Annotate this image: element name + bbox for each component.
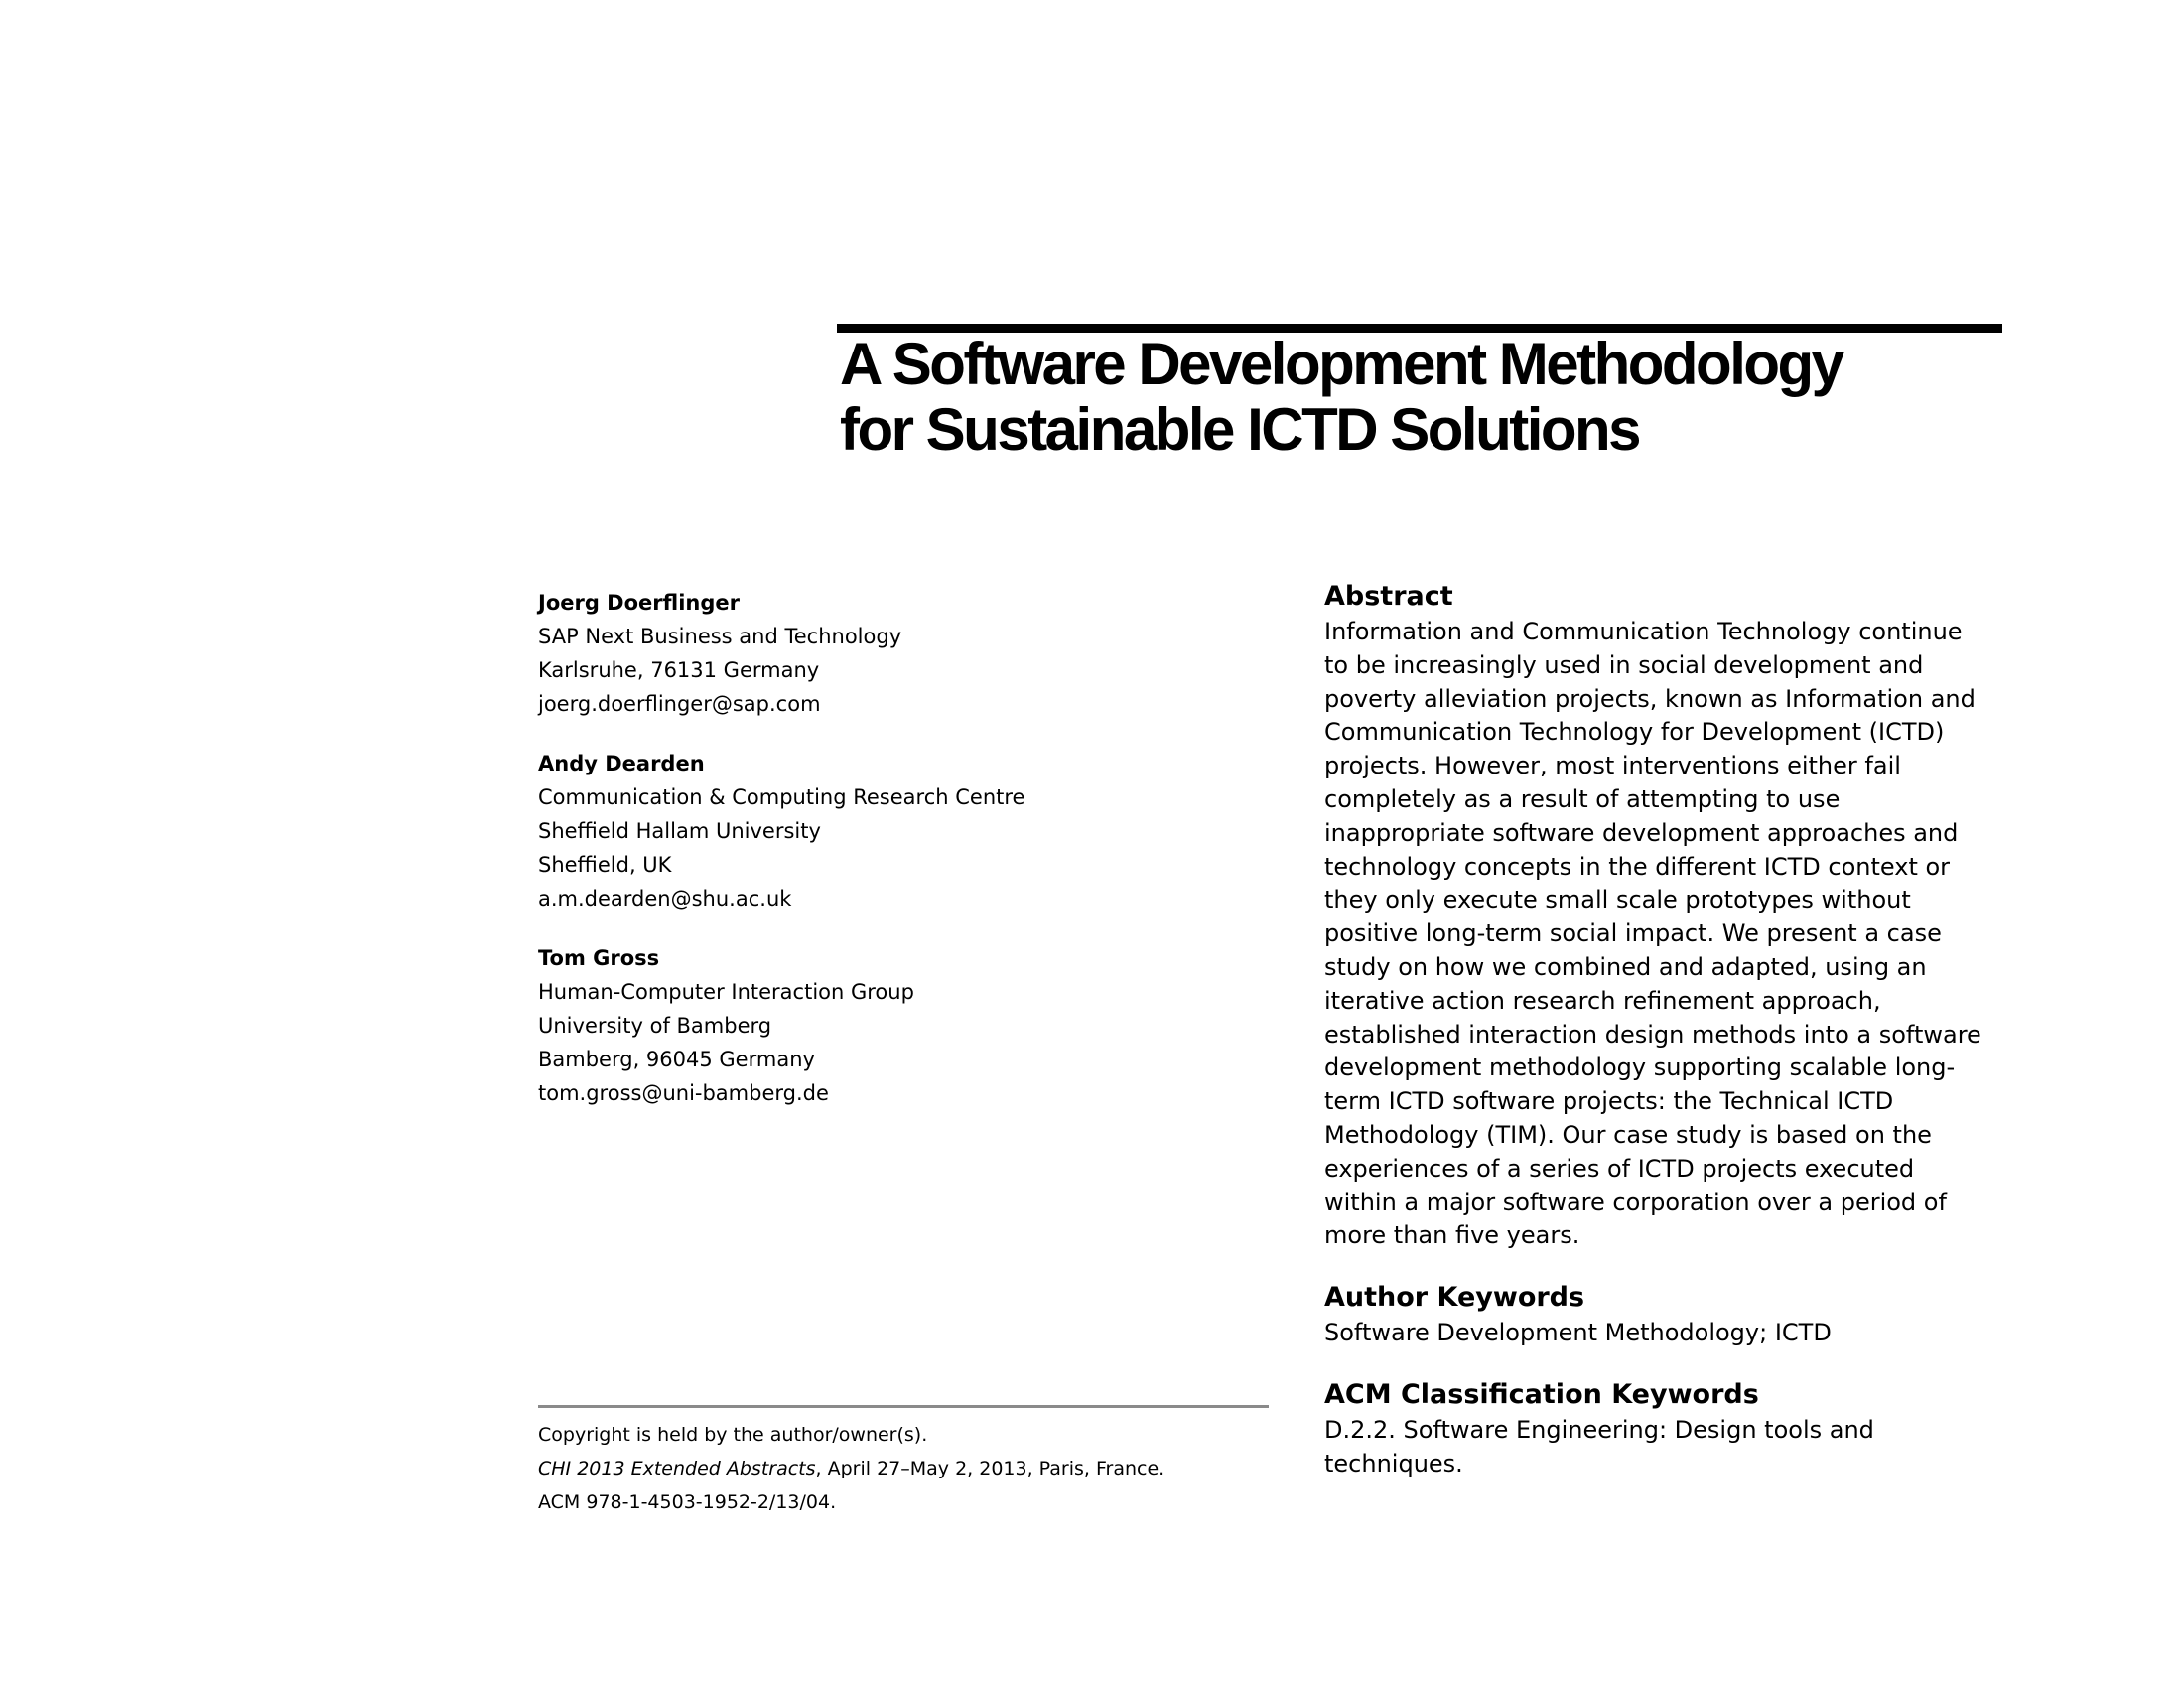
author-name: Andy Dearden [538,752,705,775]
venue-details: , April 27–May 2, 2013, Paris, France. [815,1458,1165,1479]
author-affiliation: SAP Next Business and Technology [538,625,902,648]
author-keywords-text [1324,1317,2009,1350]
abstract-line: they only execute small scale prototypes without [1324,886,1911,914]
keyword-line: techniques. [1324,1449,1463,1477]
abstract-line: completely as a result of attempting to use [1324,784,1841,813]
author-block [538,586,1253,721]
abstract-line: projects. However, most interventions either fail [1324,752,1901,780]
acm-keywords-heading: ACM Classification Keywords [1324,1378,1759,1410]
author-name: Joerg Doerflinger [538,591,740,615]
abstract-text [1324,616,2009,1253]
copyright-rule [538,1405,1269,1408]
abstract-line: within a major software corporation over a period of [1324,1188,1947,1216]
abstract-line: inappropriate software development approaches and [1324,818,1959,847]
acm-isbn: ACM 978-1-4503-1952-2/13/04. [538,1491,837,1513]
abstract-line: Communication Technology for Development (ICTD) [1324,718,1945,747]
keyword-line: D.2.2. Software Engineering: Design tools and [1324,1415,1874,1444]
venue-line [538,1452,1269,1485]
copyright-line: Copyright is held by the author/owner(s). [538,1424,928,1446]
abstract-line: experiences of a series of ICTD projects executed [1324,1154,1915,1183]
abstract-line: development methodology supporting scalable long- [1324,1054,1956,1082]
abstract-line: poverty alleviation projects, known as Information and [1324,684,1976,713]
venue-name: CHI 2013 Extended Abstracts [538,1458,816,1479]
abstract-line: iterative action research refinement approach, [1324,986,1881,1015]
copyright-notice [538,1418,1269,1519]
paper-title [840,332,2001,463]
author-affiliation: Sheffield Hallam University [538,819,821,843]
author-affiliation: Communication & Computing Research Centre [538,785,1025,809]
abstract-line: Methodology (TIM). Our case study is based on the [1324,1120,1932,1149]
author-block [538,941,1253,1110]
abstract-heading: Abstract [1324,581,1453,612]
author-block [538,747,1253,915]
right-column [1324,578,2009,1481]
author-email: a.m.dearden@shu.ac.uk [538,887,792,911]
author-address: Karlsruhe, 76131 Germany [538,658,820,682]
abstract-line: more than five years. [1324,1221,1580,1250]
author-affiliation: Human-Computer Interaction Group [538,980,914,1004]
abstract-line: to be increasingly used in social development and [1324,650,1924,679]
author-email: joerg.doerflinger@sap.com [538,692,821,716]
abstract-line: positive long-term social impact. We present a case [1324,919,1942,948]
author-list [538,586,1253,1136]
section-spacer [1324,1253,2009,1279]
author-address: Bamberg, 96045 Germany [538,1048,815,1071]
acm-keywords-text [1324,1414,2009,1481]
keyword-line: Software Development Methodology; ICTD [1324,1319,1832,1347]
author-name: Tom Gross [538,946,660,970]
author-keywords-heading: Author Keywords [1324,1282,1585,1314]
author-email: tom.gross@uni-bamberg.de [538,1081,829,1105]
abstract-line: established interaction design methods into a software [1324,1020,1981,1049]
abstract-line: study on how we combined and adapted, using an [1324,952,1927,981]
author-affiliation: University of Bamberg [538,1014,772,1038]
title-line: for Sustainable ICTD Solutions [840,396,1640,463]
abstract-line: Information and Communication Technology continue [1324,618,1963,645]
section-spacer [1324,1350,2009,1376]
abstract-line: technology concepts in the different ICTD context or [1324,852,1951,881]
author-address: Sheffield, UK [538,853,672,877]
abstract-line: term ICTD software projects: the Technical ICTD [1324,1087,1894,1116]
title-line: A Software Development Methodology [840,331,1843,397]
